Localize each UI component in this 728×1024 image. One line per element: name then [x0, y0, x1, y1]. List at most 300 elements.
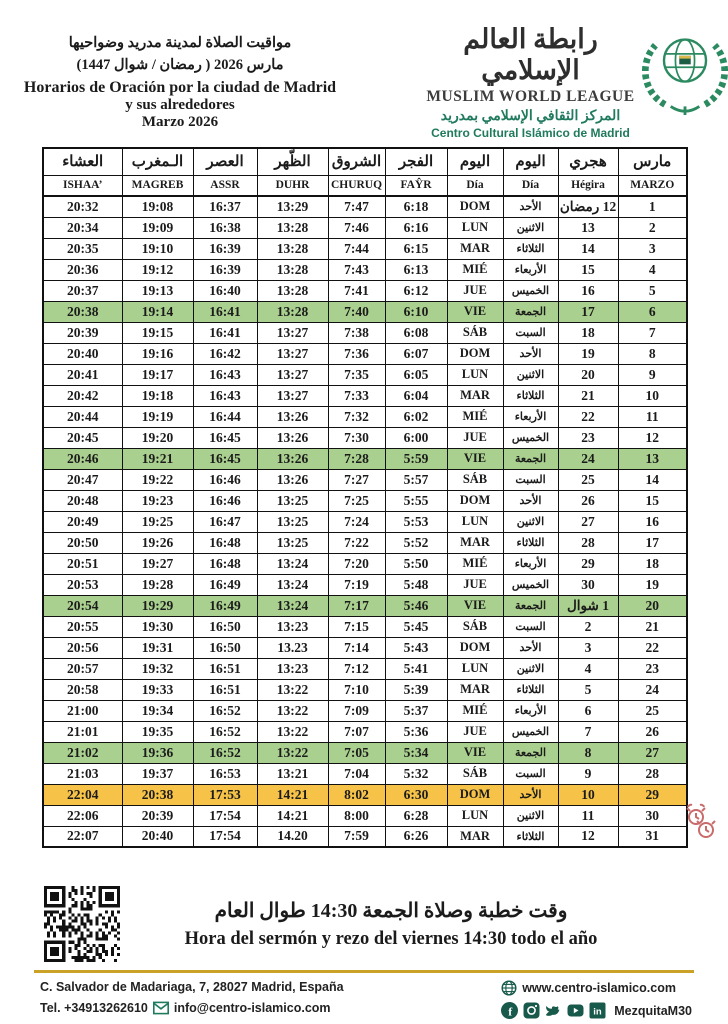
cell-dia_es: MIÉ — [447, 700, 503, 721]
cell-duhr: 13:22 — [257, 679, 328, 700]
cell-churuq: 7:40 — [328, 301, 385, 322]
cell-dia_es: JUE — [447, 574, 503, 595]
cell-marzo: 23 — [618, 658, 687, 679]
cell-dia_ar: الأربعاء — [503, 406, 558, 427]
column-header-duhr: الظّهر — [257, 148, 328, 175]
cell-fajr: 5:55 — [385, 490, 447, 511]
column-header-fajr: FAŶR — [385, 175, 447, 196]
cell-hegira: 12 رمضان — [558, 196, 618, 217]
cell-magreb: 19:17 — [122, 364, 193, 385]
cell-ishaa: 20:34 — [43, 217, 122, 238]
cell-magreb: 19:18 — [122, 385, 193, 406]
cell-duhr: 13:24 — [257, 574, 328, 595]
column-header-fajr: الفجر — [385, 148, 447, 175]
cell-dia_ar: الأحد — [503, 343, 558, 364]
cell-dia_ar: الخميس — [503, 574, 558, 595]
cell-duhr: 13:27 — [257, 343, 328, 364]
cell-dia_es: SÁB — [447, 763, 503, 784]
cell-ishaa: 20:55 — [43, 616, 122, 637]
column-header-ishaa: العشاء — [43, 148, 122, 175]
column-header-dia_es: اليوم — [447, 148, 503, 175]
cell-duhr: 13:24 — [257, 595, 328, 616]
cell-churuq: 7:04 — [328, 763, 385, 784]
cell-dia_ar: الثلاثاء — [503, 532, 558, 553]
table-row — [43, 742, 687, 763]
table-row — [43, 406, 687, 427]
cell-ishaa: 20:47 — [43, 469, 122, 490]
cell-hegira: 7 — [558, 721, 618, 742]
cell-fajr: 5:34 — [385, 742, 447, 763]
cell-hegira: 28 — [558, 532, 618, 553]
cell-dia_ar: الاثنين — [503, 511, 558, 532]
cell-magreb: 19:19 — [122, 406, 193, 427]
cell-marzo: 22 — [618, 637, 687, 658]
table-header — [43, 148, 687, 196]
cell-churuq: 7:22 — [328, 532, 385, 553]
table-row — [43, 532, 687, 553]
cell-churuq: 7:17 — [328, 595, 385, 616]
cell-assr: 16:43 — [193, 385, 257, 406]
cell-dia_es: LUN — [447, 217, 503, 238]
cell-magreb: 19:15 — [122, 322, 193, 343]
table-row — [43, 259, 687, 280]
cell-dia_ar: الأحد — [503, 196, 558, 217]
cell-hegira: 3 — [558, 637, 618, 658]
cell-ishaa: 20:41 — [43, 364, 122, 385]
table-row — [43, 658, 687, 679]
cell-dia_es: MAR — [447, 238, 503, 259]
table-row — [43, 511, 687, 532]
column-header-magreb: الـمغرب — [122, 148, 193, 175]
cell-marzo: 26 — [618, 721, 687, 742]
cell-hegira: 19 — [558, 343, 618, 364]
table-row — [43, 721, 687, 742]
cell-duhr: 13:28 — [257, 301, 328, 322]
cell-ishaa: 20:36 — [43, 259, 122, 280]
cell-duhr: 13:27 — [257, 385, 328, 406]
header-row-latin — [43, 175, 687, 196]
cell-magreb: 19:12 — [122, 259, 193, 280]
cell-hegira: 24 — [558, 448, 618, 469]
cell-dia_ar: السبت — [503, 469, 558, 490]
cell-churuq: 7:12 — [328, 658, 385, 679]
cell-hegira: 12 — [558, 826, 618, 847]
cell-churuq: 7:19 — [328, 574, 385, 595]
table-row — [43, 490, 687, 511]
cell-churuq: 7:09 — [328, 700, 385, 721]
social-handle: MezquitaM30 — [614, 1003, 692, 1018]
cell-assr: 16:47 — [193, 511, 257, 532]
cell-dia_es: MIÉ — [447, 553, 503, 574]
org-name-en: MUSLIM WORLD LEAGUE — [426, 88, 635, 106]
cell-ishaa: 20:35 — [43, 238, 122, 259]
cell-ishaa: 20:32 — [43, 196, 122, 217]
cell-dia_ar: الأربعاء — [503, 553, 558, 574]
cell-magreb: 19:22 — [122, 469, 193, 490]
cell-assr: 16:48 — [193, 532, 257, 553]
cell-fajr: 6:15 — [385, 238, 447, 259]
footer-email[interactable]: info@centro-islamico.com — [173, 1001, 331, 1015]
cell-dia_ar: الثلاثاء — [503, 826, 558, 847]
cell-assr: 16:52 — [193, 700, 257, 721]
footer-divider — [34, 970, 694, 973]
cell-magreb: 19:28 — [122, 574, 193, 595]
cell-hegira: 13 — [558, 217, 618, 238]
cell-magreb: 19:25 — [122, 511, 193, 532]
time-change-clock-icon — [683, 800, 717, 844]
cell-marzo: 10 — [618, 385, 687, 406]
table-row — [43, 553, 687, 574]
cell-ishaa: 20:37 — [43, 280, 122, 301]
cell-fajr: 5:48 — [385, 574, 447, 595]
cell-marzo: 18 — [618, 553, 687, 574]
cell-marzo: 27 — [618, 742, 687, 763]
cell-assr: 16:49 — [193, 574, 257, 595]
org-calligraphy: رابطة العالم الإسلامي — [463, 24, 598, 86]
cell-marzo: 25 — [618, 700, 687, 721]
cell-duhr: 13:23 — [257, 658, 328, 679]
cell-duhr: 13:25 — [257, 532, 328, 553]
cell-dia_es: MAR — [447, 385, 503, 406]
cell-marzo: 11 — [618, 406, 687, 427]
cell-assr: 16:50 — [193, 616, 257, 637]
cell-hegira: 17 — [558, 301, 618, 322]
cell-fajr: 6:28 — [385, 805, 447, 826]
cell-magreb: 20:38 — [122, 784, 193, 805]
cell-dia_es: SÁB — [447, 616, 503, 637]
cell-dia_es: DOM — [447, 784, 503, 805]
cell-fajr: 5:46 — [385, 595, 447, 616]
title-spanish-line3: Marzo 2026 — [141, 113, 219, 130]
cell-assr: 16:40 — [193, 280, 257, 301]
cell-hegira: 20 — [558, 364, 618, 385]
cell-assr: 16:45 — [193, 448, 257, 469]
table-row — [43, 385, 687, 406]
cell-marzo: 20 — [618, 595, 687, 616]
cell-ishaa: 22:04 — [43, 784, 122, 805]
cell-hegira: 22 — [558, 406, 618, 427]
cell-fajr: 5:36 — [385, 721, 447, 742]
cell-dia_es: VIE — [447, 742, 503, 763]
cell-magreb: 19:27 — [122, 553, 193, 574]
cell-duhr: 13:22 — [257, 721, 328, 742]
cell-fajr: 6:08 — [385, 322, 447, 343]
cell-hegira: 6 — [558, 700, 618, 721]
column-header-ishaa: ISHAA’ — [43, 175, 122, 196]
cell-ishaa: 20:44 — [43, 406, 122, 427]
note-spanish: Hora del sermón y rezo del viernes 14:30 todo el año — [184, 929, 598, 949]
facebook-icon[interactable] — [501, 1002, 518, 1019]
cell-marzo: 31 — [618, 826, 687, 847]
cell-fajr: 6:10 — [385, 301, 447, 322]
cell-churuq: 7:05 — [328, 742, 385, 763]
cell-churuq: 7:24 — [328, 511, 385, 532]
cell-fajr: 6:12 — [385, 280, 447, 301]
column-header-magreb: MAGREB — [122, 175, 193, 196]
cell-hegira: 21 — [558, 385, 618, 406]
cell-dia_ar: السبت — [503, 616, 558, 637]
cell-fajr: 6:18 — [385, 196, 447, 217]
cell-dia_es: MAR — [447, 826, 503, 847]
cell-hegira: 27 — [558, 511, 618, 532]
friday-sermon-note-row — [44, 886, 692, 962]
cell-ishaa: 22:06 — [43, 805, 122, 826]
footer-tel: Tel. +34913262610 — [40, 1001, 148, 1015]
cell-marzo: 13 — [618, 448, 687, 469]
title-arabic-line2: مارس 2026 ( رمضان / شوال 1447) — [76, 57, 284, 74]
cell-churuq: 7:44 — [328, 238, 385, 259]
cell-hegira: 26 — [558, 490, 618, 511]
cell-assr: 17:53 — [193, 784, 257, 805]
instagram-icon[interactable] — [523, 1002, 540, 1019]
cell-magreb: 19:37 — [122, 763, 193, 784]
cell-fajr: 5:50 — [385, 553, 447, 574]
cell-marzo: 2 — [618, 217, 687, 238]
cell-churuq: 7:32 — [328, 406, 385, 427]
cell-ishaa: 21:02 — [43, 742, 122, 763]
cell-marzo: 28 — [618, 763, 687, 784]
cell-dia_es: DOM — [447, 343, 503, 364]
cell-magreb: 19:09 — [122, 217, 193, 238]
footer — [40, 980, 692, 1024]
cell-duhr: 13:26 — [257, 427, 328, 448]
cell-hegira: 14 — [558, 238, 618, 259]
cell-dia_es: SÁB — [447, 469, 503, 490]
cell-dia_ar: الثلاثاء — [503, 385, 558, 406]
column-header-dia_es: Día — [447, 175, 503, 196]
cell-hegira: 16 — [558, 280, 618, 301]
cell-hegira: 15 — [558, 259, 618, 280]
column-header-dia_ar: Día — [503, 175, 558, 196]
cell-assr: 16:51 — [193, 679, 257, 700]
cell-duhr: 14:21 — [257, 805, 328, 826]
cell-fajr: 6:16 — [385, 217, 447, 238]
cell-dia_es: JUE — [447, 280, 503, 301]
cell-assr: 16:39 — [193, 238, 257, 259]
cell-marzo: 21 — [618, 616, 687, 637]
cell-fajr: 5:45 — [385, 616, 447, 637]
cell-fajr: 6:05 — [385, 364, 447, 385]
cell-ishaa: 20:51 — [43, 553, 122, 574]
cell-magreb: 19:16 — [122, 343, 193, 364]
cell-fajr: 5:43 — [385, 637, 447, 658]
column-header-churuq: الشروق — [328, 148, 385, 175]
table-body — [43, 196, 687, 847]
cell-magreb: 19:31 — [122, 637, 193, 658]
org-logo-text — [423, 24, 638, 140]
cell-dia_ar: الخميس — [503, 280, 558, 301]
table-row — [43, 616, 687, 637]
cell-ishaa: 20:58 — [43, 679, 122, 700]
cell-duhr: 13:22 — [257, 742, 328, 763]
cell-magreb: 19:35 — [122, 721, 193, 742]
svg-text:in: in — [593, 1006, 602, 1018]
cell-dia_es: LUN — [447, 658, 503, 679]
cell-magreb: 19:26 — [122, 532, 193, 553]
cell-dia_ar: السبت — [503, 763, 558, 784]
cell-fajr: 5:53 — [385, 511, 447, 532]
org-name-ar: المركز الثقافي الإسلامي بمدريد — [440, 109, 621, 125]
cell-ishaa: 20:57 — [43, 658, 122, 679]
cell-magreb: 19:33 — [122, 679, 193, 700]
cell-fajr: 5:39 — [385, 679, 447, 700]
cell-assr: 16:38 — [193, 217, 257, 238]
cell-duhr: 13:26 — [257, 448, 328, 469]
cell-marzo: 8 — [618, 343, 687, 364]
table-row — [43, 427, 687, 448]
cell-dia_ar: الأحد — [503, 784, 558, 805]
cell-hegira: 4 — [558, 658, 618, 679]
cell-assr: 16:44 — [193, 406, 257, 427]
cell-marzo: 19 — [618, 574, 687, 595]
cell-hegira: 25 — [558, 469, 618, 490]
cell-duhr: 13:26 — [257, 406, 328, 427]
cell-fajr: 6:00 — [385, 427, 447, 448]
table-row — [43, 322, 687, 343]
cell-dia_es: VIE — [447, 301, 503, 322]
column-header-assr: ASSR — [193, 175, 257, 196]
prayer-times-table — [42, 147, 688, 848]
cell-marzo: 3 — [618, 238, 687, 259]
cell-assr: 16:52 — [193, 742, 257, 763]
footer-contact-block — [40, 980, 344, 1024]
cell-churuq: 7:15 — [328, 616, 385, 637]
cell-magreb: 19:34 — [122, 700, 193, 721]
cell-hegira: 29 — [558, 553, 618, 574]
cell-dia_ar: الجمعة — [503, 301, 558, 322]
cell-fajr: 6:02 — [385, 406, 447, 427]
cell-dia_ar: الأحد — [503, 637, 558, 658]
cell-dia_es: MAR — [447, 532, 503, 553]
cell-duhr: 13:21 — [257, 763, 328, 784]
title-spanish-line2: y sus alrededores — [125, 96, 235, 113]
muslim-world-league-emblem-icon — [642, 24, 728, 120]
cell-hegira: 11 — [558, 805, 618, 826]
cell-assr: 16:45 — [193, 427, 257, 448]
cell-assr: 16:41 — [193, 322, 257, 343]
table-row — [43, 679, 687, 700]
cell-churuq: 7:36 — [328, 343, 385, 364]
cell-dia_es: VIE — [447, 448, 503, 469]
cell-magreb: 19:32 — [122, 658, 193, 679]
cell-assr: 16:46 — [193, 469, 257, 490]
cell-duhr: 13:27 — [257, 322, 328, 343]
cell-churuq: 7:14 — [328, 637, 385, 658]
cell-magreb: 19:14 — [122, 301, 193, 322]
linkedin-icon[interactable] — [589, 1002, 606, 1019]
footer-website[interactable]: www.centro-islamico.com — [522, 981, 676, 995]
cell-marzo: 30 — [618, 805, 687, 826]
cell-duhr: 13:27 — [257, 364, 328, 385]
cell-dia_ar: الثلاثاء — [503, 679, 558, 700]
cell-dia_es: LUN — [447, 364, 503, 385]
cell-churuq: 7:43 — [328, 259, 385, 280]
cell-dia_ar: السبت — [503, 322, 558, 343]
cell-dia_ar: الجمعة — [503, 742, 558, 763]
cell-dia_es: JUE — [447, 721, 503, 742]
cell-dia_es: MAR — [447, 679, 503, 700]
column-header-hegira: Hégira — [558, 175, 618, 196]
cell-dia_ar: الأربعاء — [503, 700, 558, 721]
qr-code — [44, 886, 120, 962]
cell-churuq: 8:02 — [328, 784, 385, 805]
cell-ishaa: 21:03 — [43, 763, 122, 784]
cell-churuq: 7:27 — [328, 469, 385, 490]
table-row — [43, 469, 687, 490]
cell-duhr: 13:23 — [257, 616, 328, 637]
cell-marzo: 14 — [618, 469, 687, 490]
cell-dia_es: DOM — [447, 490, 503, 511]
cell-dia_ar: الجمعة — [503, 448, 558, 469]
cell-hegira: 9 — [558, 763, 618, 784]
cell-dia_ar: الاثنين — [503, 805, 558, 826]
cell-ishaa: 20:38 — [43, 301, 122, 322]
cell-churuq: 7:33 — [328, 385, 385, 406]
cell-fajr: 5:41 — [385, 658, 447, 679]
cell-duhr: 13.23 — [257, 637, 328, 658]
cell-ishaa: 20:54 — [43, 595, 122, 616]
table-row — [43, 238, 687, 259]
cell-ishaa: 20:53 — [43, 574, 122, 595]
cell-churuq: 7:10 — [328, 679, 385, 700]
column-header-dia_ar: اليوم — [503, 148, 558, 175]
cell-dia_es: SÁB — [447, 322, 503, 343]
cell-dia_es: LUN — [447, 805, 503, 826]
table-row — [43, 343, 687, 364]
cell-churuq: 7:35 — [328, 364, 385, 385]
table-row — [43, 763, 687, 784]
cell-churuq: 7:41 — [328, 280, 385, 301]
footer-web-block — [501, 980, 692, 1024]
youtube-icon[interactable] — [567, 1002, 584, 1019]
cell-duhr: 13:28 — [257, 238, 328, 259]
cell-assr: 16:51 — [193, 658, 257, 679]
cell-magreb: 19:20 — [122, 427, 193, 448]
header — [0, 18, 728, 140]
cell-dia_es: MIÉ — [447, 406, 503, 427]
cell-dia_ar: الاثنين — [503, 658, 558, 679]
cell-churuq: 7:38 — [328, 322, 385, 343]
table-row — [43, 364, 687, 385]
cell-duhr: 13:25 — [257, 490, 328, 511]
cell-marzo: 29 — [618, 784, 687, 805]
table-row — [43, 637, 687, 658]
cell-fajr: 5:32 — [385, 763, 447, 784]
note-arabic: وقت خطبة وصلاة الجمعة 14:30 طوال العام — [214, 900, 568, 922]
cell-marzo: 24 — [618, 679, 687, 700]
table-row — [43, 700, 687, 721]
cell-assr: 16:49 — [193, 595, 257, 616]
cell-hegira: 30 — [558, 574, 618, 595]
footer-address: C. Salvador de Madariaga, 7, 28027 Madrid, España — [40, 980, 344, 994]
column-header-duhr: DUHR — [257, 175, 328, 196]
cell-duhr: 13:26 — [257, 469, 328, 490]
cell-assr: 16:39 — [193, 259, 257, 280]
friday-sermon-note — [120, 898, 692, 950]
svg-text:f: f — [508, 1004, 513, 1019]
cell-duhr: 14:21 — [257, 784, 328, 805]
social-icons-row — [501, 1002, 692, 1019]
column-header-hegira: هجري — [558, 148, 618, 175]
cell-duhr: 13:28 — [257, 280, 328, 301]
cell-ishaa: 22:07 — [43, 826, 122, 847]
cell-marzo: 15 — [618, 490, 687, 511]
column-header-assr: العصر — [193, 148, 257, 175]
cell-marzo: 4 — [618, 259, 687, 280]
twitter-icon[interactable] — [545, 1002, 562, 1019]
cell-ishaa: 21:01 — [43, 721, 122, 742]
cell-hegira: 10 — [558, 784, 618, 805]
